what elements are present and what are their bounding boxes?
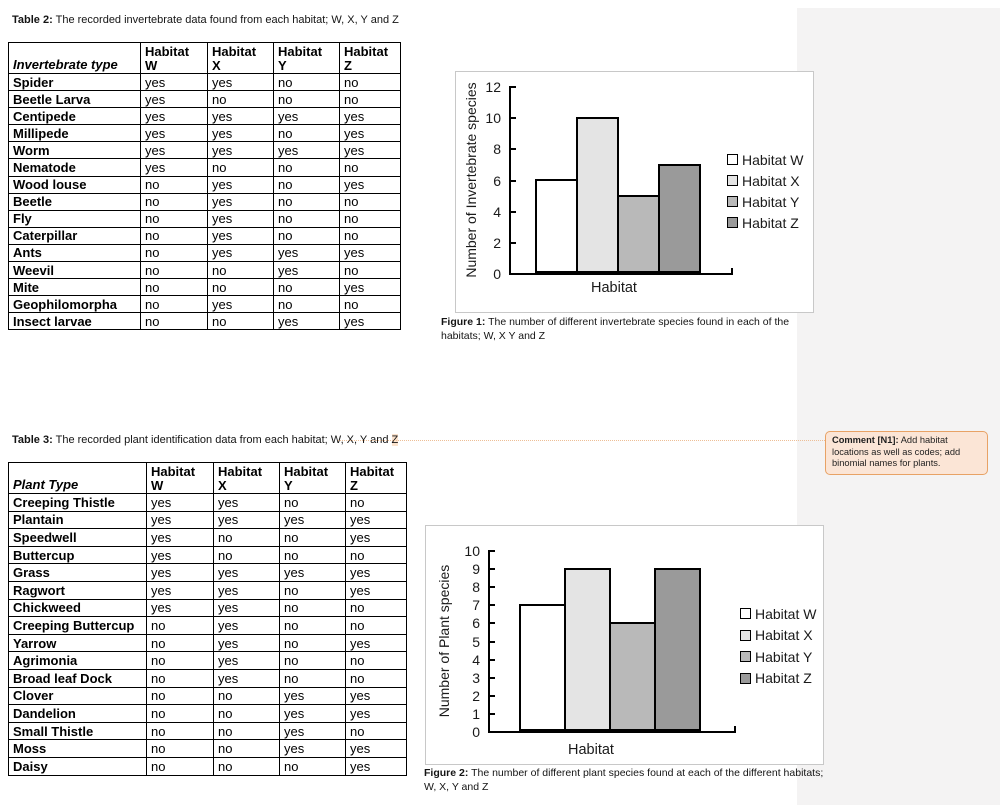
legend-swatch [727,154,738,165]
presence-cell: no [141,296,208,313]
presence-cell: no [346,617,407,635]
presence-cell: yes [346,511,407,529]
presence-cell: no [280,669,346,687]
presence-cell: yes [274,108,340,125]
legend-swatch [740,630,751,641]
species-name-cell: Chickweed [9,599,147,617]
figure2-caption [424,766,824,794]
presence-cell: yes [214,494,280,512]
presence-cell: no [340,210,401,227]
species-name-cell: Fly [9,210,141,227]
presence-cell: no [147,617,214,635]
bar-habitat-w [535,179,578,273]
species-name-cell: Dandelion [9,705,147,723]
presence-cell: yes [280,511,346,529]
species-name-cell: Creeping Buttercup [9,617,147,635]
legend-label: Habitat Z [742,214,799,231]
legend-swatch [740,608,751,619]
presence-cell: yes [346,529,407,547]
habitat-column-header: Habitat X [208,43,274,74]
presence-cell: no [208,262,274,279]
presence-cell: yes [214,652,280,670]
presence-cell: yes [340,125,401,142]
legend-item-habitat-z [727,212,803,233]
presence-cell: yes [346,634,407,652]
presence-cell: yes [340,108,401,125]
presence-cell: yes [141,142,208,159]
table-row [9,227,401,244]
presence-cell: no [208,279,274,296]
y-tick-label: 10 [485,110,501,127]
presence-cell: yes [208,74,274,91]
presence-cell: no [147,687,214,705]
habitat-column-header: Habitat Y [280,463,346,494]
presence-cell: no [274,210,340,227]
presence-cell: yes [208,125,274,142]
y-tick [490,604,495,606]
presence-cell: yes [147,529,214,547]
habitat-column-header: Habitat W [141,43,208,74]
legend-label: Habitat Z [755,670,812,687]
comment-leader-line [338,440,825,441]
comment-text: Add habitat locations as well as codes; add binomial names for plants. [832,435,961,469]
comment-margin-band [797,8,1000,805]
legend-item-habitat-z [740,668,816,690]
presence-cell: yes [274,142,340,159]
y-tick [490,550,495,552]
presence-cell: no [274,296,340,313]
figure1-caption-label: Figure 1: [441,316,486,328]
presence-cell: no [340,91,401,108]
presence-cell: yes [141,159,208,176]
presence-cell: yes [214,669,280,687]
legend-item-habitat-x [727,170,803,191]
presence-cell: yes [141,91,208,108]
figure1-caption [441,315,827,343]
y-tick-label: 2 [493,234,501,251]
presence-cell: yes [280,705,346,723]
species-name-cell: Geophilomorpha [9,296,141,313]
x-axis-end-tick [734,726,736,732]
presence-cell: no [280,494,346,512]
table-row [9,599,407,617]
y-tick-label: 12 [485,79,501,95]
legend-swatch [727,175,738,186]
legend-item-habitat-w [727,149,803,170]
presence-cell: no [147,669,214,687]
species-name-cell: Broad leaf Dock [9,669,147,687]
presence-cell: yes [141,108,208,125]
presence-cell: no [340,159,401,176]
table-row [9,757,407,775]
x-axis [488,731,736,733]
figure1-chart [455,71,814,313]
presence-cell: yes [340,244,401,261]
presence-cell: yes [274,262,340,279]
presence-cell: no [147,757,214,775]
presence-cell: yes [280,722,346,740]
habitat-column-header: Habitat Y [274,43,340,74]
legend-swatch [740,651,751,662]
table-row [9,125,401,142]
presence-cell: no [346,722,407,740]
table2-caption [12,13,612,27]
presence-cell: yes [147,564,214,582]
species-name-cell: Nematode [9,159,141,176]
table-row [9,687,407,705]
table-row [9,108,401,125]
presence-cell: yes [208,244,274,261]
table-row [9,722,407,740]
presence-cell: no [340,227,401,244]
presence-cell: no [274,193,340,210]
habitat-column-header: Habitat X [214,463,280,494]
table-row [9,210,401,227]
presence-cell: no [274,125,340,142]
table2-caption-text: The recorded invertebrate data found from each habitat; W, X, Y and Z [52,14,399,26]
species-name-cell: Speedwell [9,529,147,547]
y-tick-label: 0 [472,724,480,740]
presence-cell: no [280,652,346,670]
bar-habitat-x [576,117,619,273]
presence-cell: yes [280,740,346,758]
figure1-caption-text: The number of different invertebrate species found in each of the habitats; W, X Y and Z [441,316,790,343]
presence-cell: yes [346,687,407,705]
presence-cell: no [274,74,340,91]
species-name-cell: Worm [9,142,141,159]
y-tick [490,622,495,624]
presence-cell: no [214,529,280,547]
figure1-x-axis-title: Habitat [591,280,637,296]
presence-cell: yes [346,757,407,775]
comment-balloon[interactable] [825,431,988,475]
chart-legend [727,149,803,233]
y-tick [511,211,516,213]
legend-item-habitat-y [727,191,803,212]
presence-cell: yes [346,705,407,723]
presence-cell: no [214,546,280,564]
legend-swatch [727,217,738,228]
presence-cell: yes [208,108,274,125]
presence-cell: yes [340,142,401,159]
presence-cell: no [280,634,346,652]
species-name-cell: Buttercup [9,546,147,564]
presence-cell: no [340,262,401,279]
habitat-column-header: Habitat Z [346,463,407,494]
presence-cell: no [280,617,346,635]
y-tick-label: 7 [472,597,480,614]
presence-cell: yes [280,687,346,705]
y-tick [490,659,495,661]
y-tick-label: 9 [472,561,480,578]
presence-cell: no [208,313,274,330]
table-row [9,652,407,670]
y-tick [490,586,495,588]
y-tick-label: 6 [472,615,480,632]
species-name-cell: Daisy [9,757,147,775]
table3-caption-text: The recorded plant identification data from each habitat; W, X, Y and [52,434,392,446]
legend-item-habitat-y [740,646,816,668]
y-tick [490,641,495,643]
presence-cell: no [141,313,208,330]
x-axis-end-tick [731,268,733,274]
species-name-cell: Spider [9,74,141,91]
y-tick-label: 1 [472,705,480,722]
table-row [9,296,401,313]
presence-cell: yes [274,244,340,261]
presence-cell: yes [147,581,214,599]
bar-habitat-x [564,568,611,731]
y-tick-label: 5 [472,633,480,650]
table-header-row [9,463,407,494]
presence-cell: no [274,159,340,176]
presence-cell: no [141,176,208,193]
y-tick [511,117,516,119]
type-column-header: Invertebrate type [9,43,141,74]
presence-cell: no [141,227,208,244]
presence-cell: no [280,599,346,617]
plant-table [8,462,407,776]
table-row [9,634,407,652]
presence-cell: yes [208,210,274,227]
species-name-cell: Agrimonia [9,652,147,670]
presence-cell: no [214,705,280,723]
table-row [9,511,407,529]
x-axis [509,273,733,275]
y-tick-label: 4 [472,651,480,668]
presence-cell: no [147,740,214,758]
y-tick-label: 3 [472,669,480,686]
y-tick [511,180,516,182]
presence-cell: yes [340,313,401,330]
presence-cell: yes [208,176,274,193]
table-row [9,279,401,296]
presence-cell: no [141,193,208,210]
y-tick [511,273,516,275]
presence-cell: yes [214,599,280,617]
presence-cell: no [141,262,208,279]
y-tick-label: 10 [464,543,480,559]
species-name-cell: Ragwort [9,581,147,599]
table-row [9,617,407,635]
y-tick [490,695,495,697]
presence-cell: no [346,652,407,670]
presence-cell: no [147,634,214,652]
presence-cell: yes [274,313,340,330]
presence-cell: no [147,705,214,723]
presence-cell: yes [208,227,274,244]
comment-anchor-highlight[interactable]: Z [391,434,399,446]
legend-item-habitat-w [740,603,816,625]
table2-caption-label: Table 2: [12,14,53,26]
species-name-cell: Caterpillar [9,227,141,244]
presence-cell: yes [208,193,274,210]
habitat-column-header: Habitat Z [340,43,401,74]
presence-cell: no [214,757,280,775]
legend-label: Habitat W [742,151,804,168]
presence-cell: yes [141,125,208,142]
y-tick-label: 6 [493,172,501,189]
presence-cell: no [141,279,208,296]
bar-habitat-z [654,568,701,731]
table-row [9,546,407,564]
legend-label: Habitat Y [755,648,813,665]
bar-habitat-w [519,604,566,731]
species-name-cell: Ants [9,244,141,261]
presence-cell: yes [147,599,214,617]
species-name-cell: Beetle Larva [9,91,141,108]
table-row [9,244,401,261]
presence-cell: no [280,529,346,547]
legend-swatch [727,196,738,207]
y-tick-label: 8 [472,579,480,596]
presence-cell: yes [208,296,274,313]
y-tick-label: 8 [493,141,501,158]
table-row [9,262,401,279]
presence-cell: no [274,176,340,193]
table-row [9,91,401,108]
presence-cell: yes [214,581,280,599]
presence-cell: yes [214,617,280,635]
presence-cell: no [280,546,346,564]
y-tick-label: 4 [493,203,501,220]
presence-cell: no [214,722,280,740]
table-header-row [9,43,401,74]
table-row [9,176,401,193]
table-row [9,564,407,582]
table-row [9,581,407,599]
table-row [9,705,407,723]
table-row [9,529,407,547]
presence-cell: no [280,757,346,775]
table-row [9,193,401,210]
species-name-cell: Beetle [9,193,141,210]
table3-caption-label: Table 3: [12,434,53,446]
presence-cell: no [274,279,340,296]
presence-cell: yes [147,494,214,512]
figure2-chart [425,525,824,765]
presence-cell: no [141,210,208,227]
y-tick [511,242,516,244]
bar-habitat-y [617,195,660,273]
presence-cell: yes [214,634,280,652]
presence-cell: no [340,74,401,91]
bar-habitat-y [609,622,656,731]
table-row [9,142,401,159]
figure2-x-axis-title: Habitat [568,742,614,758]
presence-cell: no [346,599,407,617]
bar-habitat-z [658,164,701,273]
species-name-cell: Clover [9,687,147,705]
comment-label: Comment [N1]: [832,435,899,445]
y-tick [490,731,495,733]
presence-cell: no [214,687,280,705]
legend-label: Habitat X [742,172,800,189]
presence-cell: no [346,494,407,512]
species-name-cell: Moss [9,740,147,758]
species-name-cell: Mite [9,279,141,296]
species-name-cell: Insect larvae [9,313,141,330]
presence-cell: no [141,244,208,261]
legend-swatch [740,673,751,684]
presence-cell: no [274,227,340,244]
presence-cell: yes [141,74,208,91]
species-name-cell: Centipede [9,108,141,125]
presence-cell: yes [346,581,407,599]
table-row [9,669,407,687]
presence-cell: yes [340,279,401,296]
table-row [9,74,401,91]
species-name-cell: Small Thistle [9,722,147,740]
legend-label: Habitat Y [742,193,800,210]
presence-cell: yes [147,546,214,564]
y-tick [511,148,516,150]
legend-item-habitat-x [740,625,816,647]
table-row [9,740,407,758]
figure2-y-axis-title: Number of Plant species [436,564,452,718]
table-row [9,159,401,176]
presence-cell: yes [346,740,407,758]
presence-cell: yes [147,511,214,529]
species-name-cell: Millipede [9,125,141,142]
habitat-column-header: Habitat W [147,463,214,494]
presence-cell: no [208,159,274,176]
presence-cell: no [214,740,280,758]
presence-cell: yes [280,564,346,582]
figure2-caption-label: Figure 2: [424,767,469,779]
y-tick [490,677,495,679]
presence-cell: no [340,193,401,210]
y-tick-label: 0 [493,266,501,282]
y-tick [511,86,516,88]
figure1-y-axis-title: Number of Invertebrate species [463,82,479,278]
table-row [9,313,401,330]
presence-cell: no [208,91,274,108]
invertebrate-table [8,42,401,330]
species-name-cell: Grass [9,564,147,582]
presence-cell: no [346,669,407,687]
presence-cell: no [340,296,401,313]
y-tick-label: 2 [472,687,480,704]
species-name-cell: Yarrow [9,634,147,652]
presence-cell: no [147,652,214,670]
presence-cell: yes [214,511,280,529]
type-column-header: Plant Type [9,463,147,494]
presence-cell: no [280,581,346,599]
presence-cell: yes [208,142,274,159]
y-tick [490,713,495,715]
species-name-cell: Weevil [9,262,141,279]
presence-cell: yes [214,564,280,582]
presence-cell: yes [346,564,407,582]
y-tick [490,568,495,570]
species-name-cell: Creeping Thistle [9,494,147,512]
legend-label: Habitat X [755,627,813,644]
figure2-caption-text: The number of different plant species found at each of the different habitats; W, X, Y and Z [424,767,824,794]
presence-cell: yes [340,176,401,193]
chart-legend [740,603,816,689]
presence-cell: no [346,546,407,564]
table-row [9,494,407,512]
species-name-cell: Wood louse [9,176,141,193]
species-name-cell: Plantain [9,511,147,529]
presence-cell: no [147,722,214,740]
legend-label: Habitat W [755,605,817,622]
presence-cell: no [274,91,340,108]
